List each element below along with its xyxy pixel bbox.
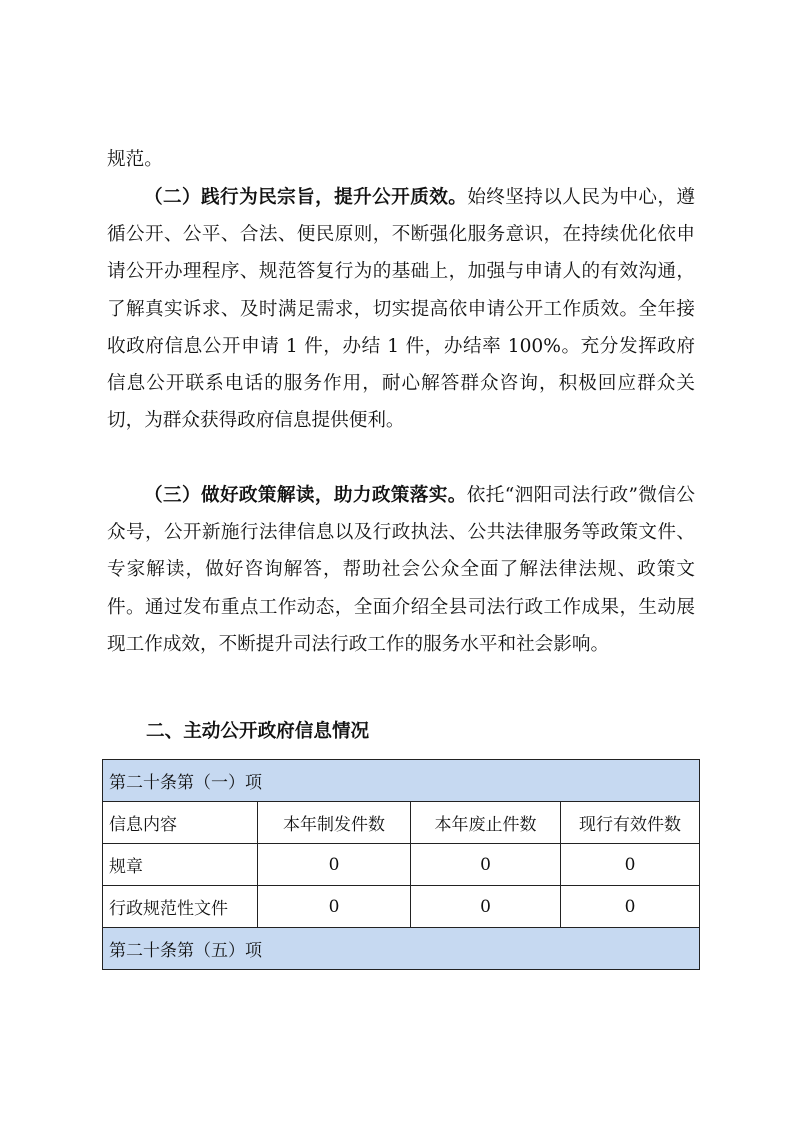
row-label: 规章	[103, 844, 258, 886]
table-header-row	[103, 802, 700, 844]
paragraph-heading: （三）做好政策解读，助力政策落实。	[144, 485, 467, 506]
table-cell: 0	[258, 844, 411, 886]
column-header: 信息内容	[103, 802, 258, 844]
table-row	[103, 844, 700, 886]
table-section-header	[103, 760, 700, 802]
disclosure-table	[102, 759, 700, 970]
table-cell: 0	[258, 886, 411, 928]
table-section-header	[103, 928, 700, 970]
paragraph-policy-interpretation	[107, 477, 695, 663]
paragraph-body: 依托“泗阳司法行政”微信公众号，公开新施行法律信息以及行政执法、公共法律服务等政策文件、专家解读，做好咨询解答，帮助社会公众全面了解法律法规、政策文件。通过发布重点工作动态，全面介绍全县司法行政工作成果，生动展现工作成效，不断提升司法行政工作的服务水平和社会影响。	[107, 485, 695, 655]
row-label: 行政规范性文件	[103, 886, 258, 928]
section-label: 第二十条第（一）项	[103, 760, 700, 802]
table-cell: 0	[561, 844, 700, 886]
paragraph-body: 始终坚持以人民为中心，遵循公开、公平、合法、便民原则，不断强化服务意识，在持续优化依申请公开办理程序、规范答复行为的基础上，加强与申请人的有效沟通，了解真实诉求、及时满足需求，切实提高依申请公开工作质效。全年接收政府信息公开申请 1 件，办结 1 件，办结率 100%。充分发挥政府信息公开联系电话的服务作用，耐心解答群众咨询，积极回应群众关切，为群众获得政府信息提供便利。	[107, 187, 695, 432]
table-row	[103, 886, 700, 928]
section-label: 第二十条第（五）项	[103, 928, 700, 970]
paragraph-continuation	[107, 141, 695, 178]
column-header: 本年制发件数	[258, 802, 411, 844]
column-header: 本年废止件数	[411, 802, 561, 844]
section-title: 二、主动公开政府信息情况	[146, 721, 370, 742]
table-cell: 0	[561, 886, 700, 928]
paragraph-heading: （二）践行为民宗旨，提升公开质效。	[144, 187, 468, 208]
paragraph-practice-people-first	[107, 179, 695, 439]
column-header: 现行有效件数	[561, 802, 700, 844]
paragraph-text: 规范。	[107, 149, 163, 170]
table-cell: 0	[411, 844, 561, 886]
table-cell: 0	[411, 886, 561, 928]
